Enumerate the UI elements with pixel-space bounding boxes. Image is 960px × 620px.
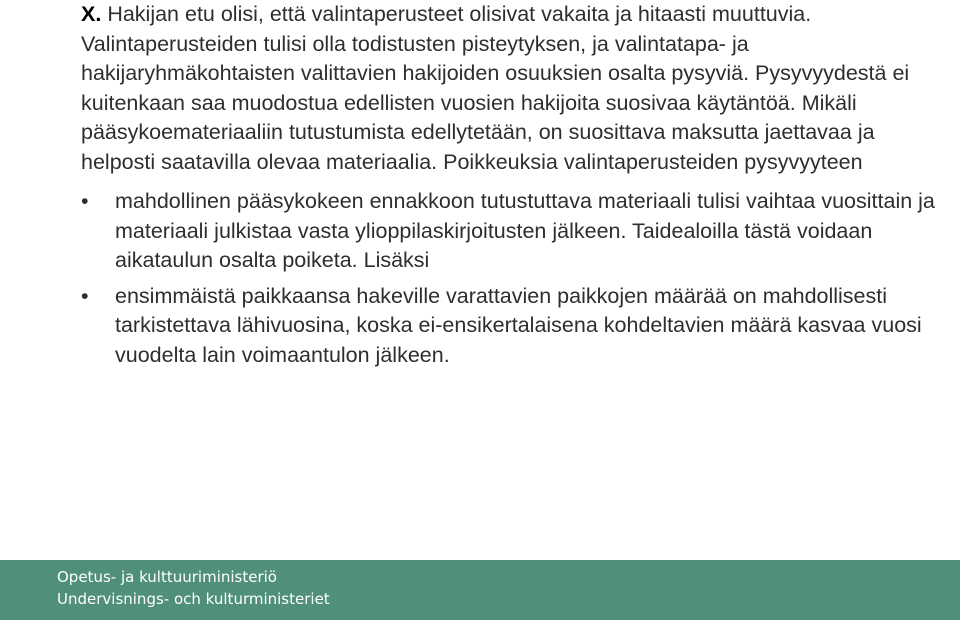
bullet-text: ensimmäistä paikkaansa hakeville varattavien paikkojen määrää on mahdollisesti tarkistettava lähivuosina, koska ei-ensikertalaisena kohdeltavien määrä kasvaa vuosi vuodelta lain voimaantulon jälkeen. (115, 283, 922, 367)
bullet-item (81, 187, 941, 276)
bullet-icon: • (81, 283, 89, 308)
section-marker: X. (81, 2, 102, 26)
intro-paragraph (81, 0, 941, 177)
bullet-icon: • (81, 189, 89, 213)
ministry-name-swedish: Undervisnings- och kulturministeriet (57, 590, 330, 608)
slide-body (81, 0, 941, 370)
bullet-list (81, 187, 941, 370)
ministry-logo-text (57, 566, 330, 610)
bullet-text: mahdollinen pääsykokeen ennakkoon tutustuttava materiaali tulisi vaihtaa vuosittain ja materiaali julkistaa vasta ylioppilaskirjoitusten jälkeen. Taidealoilla tästä voidaan aikataulun osalta poiketa. Lisäksi (115, 189, 935, 272)
ministry-name-finnish: Opetus- ja kulttuuriministeriö (57, 568, 277, 586)
bullet-item (81, 282, 941, 371)
intro-text: Hakijan etu olisi, että valintaperusteet olisivat vakaita ja hitaasti muuttuvia. Valintaperusteiden tulisi olla todistusten pisteytyksen, ja valintatapa- ja hakijaryhmäkohtaisten valittavien hakijoiden osuuksien osalta pysyviä. Pysyvyydestä ei kuitenkaan saa muodostua edellisten vuosien hakijoita suosivaa käytäntöä. Mikäli pääsykoemateriaaliin tutustumista edellytetään, on suosittava maksutta jaettavaa ja helposti saatavilla olevaa materiaalia. Poikkeuksia valintaperusteiden pysyvyyteen (81, 2, 910, 174)
